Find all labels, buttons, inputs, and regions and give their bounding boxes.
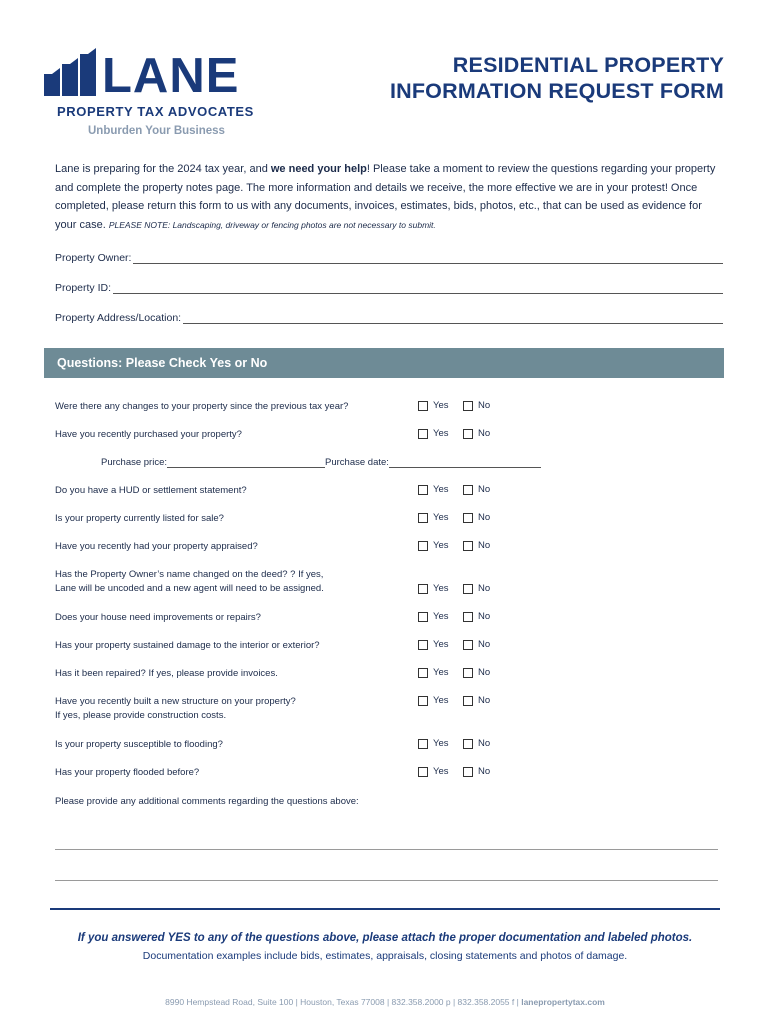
footer-website: lanepropertytax.com [521, 997, 605, 1007]
logo-tagline: Unburden Your Business [88, 125, 225, 137]
yes-option[interactable] [418, 738, 463, 749]
no-option[interactable] [463, 540, 508, 551]
question-10: Have you recently built a new structure on your property? If yes, please provide construction costs. [55, 696, 296, 721]
no-label: No [478, 611, 491, 622]
question-9-options [418, 667, 508, 678]
checkbox[interactable] [418, 739, 428, 749]
checkbox[interactable] [418, 612, 428, 622]
property-id-line[interactable] [113, 283, 723, 294]
property-owner-label: Property Owner: [55, 252, 132, 264]
checkbox[interactable] [463, 541, 473, 551]
checkbox[interactable] [418, 696, 428, 706]
question-3-options [418, 484, 508, 495]
checkbox[interactable] [418, 767, 428, 777]
yes-option[interactable] [418, 583, 463, 594]
property-address-label: Property Address/Location: [55, 312, 182, 324]
question-1-options [418, 400, 508, 411]
checkbox[interactable] [463, 739, 473, 749]
no-option[interactable] [463, 695, 508, 706]
question-11: Is your property susceptible to flooding? [55, 739, 223, 750]
no-option[interactable] [463, 484, 508, 495]
property-address-field[interactable] [55, 312, 723, 324]
checkbox[interactable] [463, 429, 473, 439]
footer-address: 8990 Hempstead Road, Suite 100 | Houston, Texas 77008 | 832.358.2000 p | 832.358.2055 f | [165, 997, 522, 1007]
no-label: No [478, 512, 491, 523]
checkbox[interactable] [418, 584, 428, 594]
footer [0, 997, 770, 1007]
yes-label: Yes [433, 766, 449, 777]
purchase-price-line[interactable] [167, 458, 325, 468]
no-label: No [478, 766, 491, 777]
question-12: Has your property flooded before? [55, 767, 200, 778]
intro-note: PLEASE NOTE: Landscaping, driveway or fencing photos are not necessary to submit. [108, 219, 436, 230]
checkbox[interactable] [463, 401, 473, 411]
question-12-options [418, 766, 508, 777]
no-label: No [478, 639, 491, 650]
yes-option[interactable] [418, 766, 463, 777]
yes-option[interactable] [418, 484, 463, 495]
question-2-options [418, 428, 508, 439]
yes-option[interactable] [418, 512, 463, 523]
comment-line[interactable] [55, 849, 718, 850]
property-owner-field[interactable] [55, 252, 723, 264]
checkbox[interactable] [463, 513, 473, 523]
divider [50, 908, 720, 910]
yes-option[interactable] [418, 695, 463, 706]
no-label: No [478, 583, 491, 594]
no-option[interactable] [463, 428, 508, 439]
no-option[interactable] [463, 667, 508, 678]
yes-label: Yes [433, 695, 449, 706]
no-label: No [478, 695, 491, 706]
intro-text-1: Lane is preparing for the 2024 tax year, and [55, 163, 271, 175]
checkbox[interactable] [463, 612, 473, 622]
purchase-details [101, 457, 541, 468]
no-option[interactable] [463, 738, 508, 749]
yes-label: Yes [433, 583, 449, 594]
intro-bold-text: we need your help [270, 163, 367, 175]
question-7-options [418, 611, 508, 622]
logo-wordmark: LANE [102, 49, 240, 103]
yes-option[interactable] [418, 639, 463, 650]
comments-label: Please provide any additional comments regarding the questions above: [55, 796, 359, 807]
yes-label: Yes [433, 667, 449, 678]
checkbox[interactable] [418, 541, 428, 551]
property-id-field[interactable] [55, 282, 723, 294]
company-logo [44, 44, 259, 144]
question-8: Has your property sustained damage to the interior or exterior? [55, 640, 320, 651]
question-9: Has it been repaired? If yes, please provide invoices. [55, 668, 278, 679]
no-label: No [478, 738, 491, 749]
checkbox[interactable] [463, 696, 473, 706]
question-1: Were there any changes to your property since the previous tax year? [55, 401, 349, 412]
no-option[interactable] [463, 611, 508, 622]
question-7: Does your house need improvements or repairs? [55, 612, 261, 623]
yes-option[interactable] [418, 611, 463, 622]
checkbox[interactable] [418, 429, 428, 439]
checkbox[interactable] [463, 485, 473, 495]
no-option[interactable] [463, 400, 508, 411]
comment-line[interactable] [55, 880, 718, 881]
question-6-options [418, 583, 508, 594]
questions-header: Questions: Please Check Yes or No [44, 348, 724, 378]
intro-paragraph [55, 160, 720, 234]
yes-label: Yes [433, 400, 449, 411]
form-title-line-2: INFORMATION REQUEST FORM [389, 79, 724, 103]
property-owner-line[interactable] [133, 253, 723, 264]
question-5-options [418, 540, 508, 551]
checkbox[interactable] [463, 640, 473, 650]
purchase-date-line[interactable] [389, 458, 541, 468]
no-option[interactable] [463, 512, 508, 523]
yes-label: Yes [433, 738, 449, 749]
yes-label: Yes [433, 540, 449, 551]
question-5: Have you recently had your property appraised? [55, 541, 258, 552]
checkbox[interactable] [418, 668, 428, 678]
no-option[interactable] [463, 583, 508, 594]
checkbox[interactable] [463, 584, 473, 594]
logo-subtitle: PROPERTY TAX ADVOCATES [57, 104, 254, 119]
checkbox[interactable] [463, 668, 473, 678]
property-id-label: Property ID: [55, 282, 112, 294]
checkbox[interactable] [418, 513, 428, 523]
question-4-options [418, 512, 508, 523]
purchase-price-label: Purchase price: [101, 457, 168, 468]
question-11-options [418, 738, 508, 749]
yes-option[interactable] [418, 540, 463, 551]
no-label: No [478, 484, 491, 495]
yes-option[interactable] [418, 428, 463, 439]
documentation-examples: Documentation examples include bids, estimates, appraisals, closing statements and photos of damage. [142, 950, 628, 962]
no-label: No [478, 667, 491, 678]
question-8-options [418, 639, 508, 650]
purchase-date-label: Purchase date: [325, 457, 389, 468]
checkbox[interactable] [418, 640, 428, 650]
yes-label: Yes [433, 611, 449, 622]
form-title [390, 52, 724, 104]
yes-label: Yes [433, 484, 449, 495]
no-label: No [478, 428, 491, 439]
no-option[interactable] [463, 766, 508, 777]
checkbox[interactable] [418, 401, 428, 411]
form-title-line-1: RESIDENTIAL PROPERTY [452, 53, 724, 77]
question-6: Has the Property Owner’s name changed on the deed? ? If yes, Lane will be uncoded and a new agent will need to be assigned. [55, 569, 324, 594]
intro-text-2: ! Please take a moment to review the questions regarding your property and complete the property notes page. The more information and details we receive, the more effective we are in your protest! Once completed, please return this form to us with any documents, invoices, estimates, bids, photos, etc., that can be used as evidence for your case. [55, 163, 716, 231]
yes-label: Yes [433, 428, 449, 439]
no-label: No [478, 400, 491, 411]
no-option[interactable] [463, 639, 508, 650]
property-address-line[interactable] [183, 313, 723, 324]
yes-option[interactable] [418, 667, 463, 678]
question-4: Is your property currently listed for sale? [55, 513, 224, 524]
yes-label: Yes [433, 639, 449, 650]
yes-option[interactable] [418, 400, 463, 411]
question-2: Have you recently purchased your property? [55, 429, 242, 440]
checkbox[interactable] [463, 767, 473, 777]
question-10-options [418, 695, 508, 706]
yes-label: Yes [433, 512, 449, 523]
no-label: No [478, 540, 491, 551]
attach-instructions: If you answered YES to any of the questions above, please attach the proper documentation and labeled photos. [77, 932, 693, 944]
logo-building-icon [44, 44, 104, 99]
question-3: Do you have a HUD or settlement statement? [55, 485, 247, 496]
checkbox[interactable] [418, 485, 428, 495]
